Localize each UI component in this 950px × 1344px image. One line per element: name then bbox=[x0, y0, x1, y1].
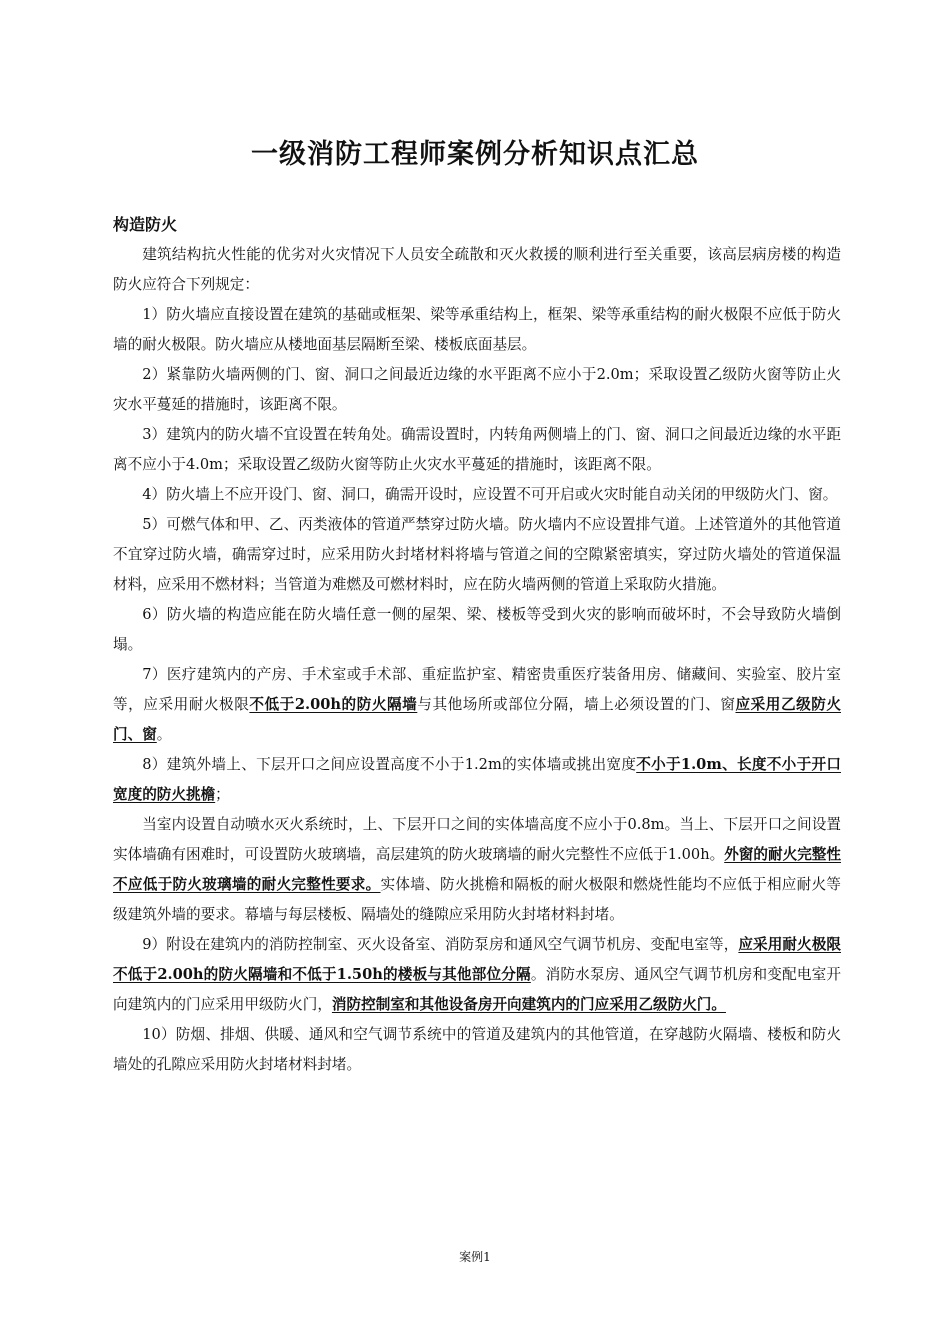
paragraph-7-emphasis-1: 不低于2.00h的防火隔墙 bbox=[249, 696, 418, 713]
document-body bbox=[113, 240, 841, 1080]
rule-paragraph-6: 6）防火墙的构造应能在防火墙任意一侧的屋架、梁、楼板等受到火灾的影响而破坏时，不会导致防火墙倒塌。 bbox=[113, 606, 841, 653]
page-footer: 案例1 bbox=[459, 1250, 491, 1264]
rule-paragraph-4: 4）防火墙上不应开设门、窗、洞口，确需开设时，应设置不可开启或火灾时能自动关闭的甲级防火门、窗。 bbox=[142, 486, 838, 503]
rule-paragraph-10: 10）防烟、排烟、供暖、通风和空气调节系统中的管道及建筑内的其他管道，在穿越防火隔墙、楼板和防火墙处的孔隙应采用防火封堵材料封堵。 bbox=[113, 1026, 841, 1073]
paragraph-9-text-a: 9）附设在建筑内的消防控制室、灭火设备室、消防泵房和通风空气调节机房、变配电室等， bbox=[142, 936, 739, 953]
paragraph-8b-text-a: 当室内设置自动喷水灭火系统时，上、下层开口之间的实体墙高度不应小于0.8m。当上、下层开口之间设置实体墙确有困难时，可设置防火玻璃墙，高层建筑的防火玻璃墙的耐火完整性不应低于1.00h。 bbox=[113, 816, 841, 863]
paragraph-8b-text-c: 实体墙、防火挑檐和隔板的耐火极限和燃烧性能均不应低于相应耐火等级建筑外墙的要求。幕墙与每层楼板、隔墙处的缝隙应采用防火封堵材料封堵。 bbox=[113, 876, 841, 923]
paragraph-8-text-a: 8）建筑外墙上、下层开口之间应设置高度不小于1.2m的实体墙或挑出宽度 bbox=[142, 756, 637, 773]
paragraph-8b-emphasis: 外窗的耐火完整性不应低于防火玻璃墙的耐火完整性要求。 bbox=[113, 846, 841, 893]
rule-paragraph-3: 3）建筑内的防火墙不宜设置在转角处。确需设置时，内转角两侧墙上的门、窗、洞口之间最近边缘的水平距离不应小于4.0m；采取设置乙级防火窗等防止火灾水平蔓延的措施时，该距离不限。 bbox=[113, 426, 841, 473]
rule-paragraph-8-continued bbox=[113, 810, 841, 930]
paragraph-7-emphasis-2: 应采用乙级防火门、窗 bbox=[113, 696, 841, 743]
rule-paragraph-8 bbox=[113, 750, 841, 810]
document-title: 一级消防工程师案例分析知识点汇总 bbox=[251, 139, 699, 170]
rule-paragraph-9 bbox=[113, 930, 841, 1020]
rule-paragraph-2: 2）紧靠防火墙两侧的门、窗、洞口之间最近边缘的水平距离不应小于2.0m；采取设置乙级防火窗等防止火灾水平蔓延的措施时，该距离不限。 bbox=[113, 366, 841, 413]
paragraph-7-text-a: 7）医疗建筑内的产房、手术室或手术部、重症监护室、精密贵重医疗装备用房、储藏间、实验室、胶片室等，应采用耐火极限 bbox=[113, 666, 841, 713]
paragraph-9-emphasis-1: 应采用耐火极限不低于2.00h的防火隔墙和不低于1.50h的楼板与其他部位分隔 bbox=[113, 936, 841, 983]
paragraph-7-text-c: 与其他场所或部位分隔，墙上必须设置的门、窗 bbox=[417, 696, 736, 713]
paragraph-8-text-c: ； bbox=[215, 786, 230, 803]
section-heading: 构造防火 bbox=[113, 215, 178, 234]
paragraph-9-text-c: 。消防水泵房、通风空气调节机房和变配电室开向建筑内的门应采用甲级防火门， bbox=[113, 966, 841, 1013]
rule-paragraph-5: 5）可燃气体和甲、乙、丙类液体的管道严禁穿过防火墙。防火墙内不应设置排气道。上述管道外的其他管道不宜穿过防火墙，确需穿过时，应采用防火封堵材料将墙与管道之间的空隙紧密填实，穿过防火墙处的管道保温材料，应采用不燃材料；当管道为难燃及可燃材料时，应在防火墙两侧的管道上采取防火措施。 bbox=[113, 516, 841, 593]
paragraph-9-emphasis-2: 消防控制室和其他设备房开向建筑内的门应采用乙级防火门。 bbox=[331, 996, 726, 1013]
paragraph-7-text-e: 。 bbox=[156, 726, 172, 743]
paragraph-8-emphasis: 不小于1.0m、长度不小于开口宽度的防火挑檐 bbox=[113, 756, 841, 803]
rule-paragraph-1: 1）防火墙应直接设置在建筑的基础或框架、梁等承重结构上，框架、梁等承重结构的耐火极限不应低于防火墙的耐火极限。防火墙应从楼地面基层隔断至梁、楼板底面基层。 bbox=[113, 306, 841, 353]
intro-paragraph: 建筑结构抗火性能的优劣对火灾情况下人员安全疏散和灭火救援的顺利进行至关重要，该高层病房楼的构造防火应符合下列规定： bbox=[113, 246, 841, 293]
rule-paragraph-7 bbox=[113, 660, 841, 750]
